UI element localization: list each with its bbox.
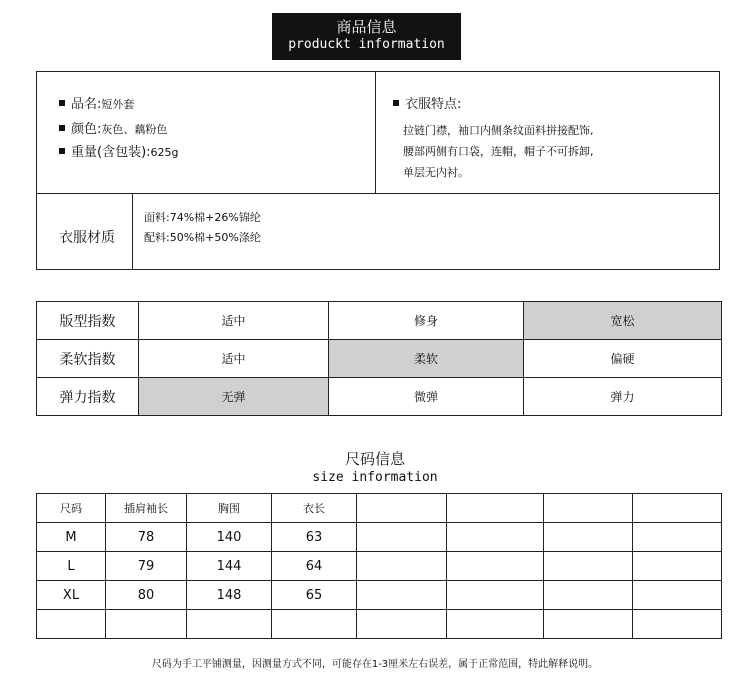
table-cell: 弹力 — [524, 378, 722, 416]
table-cell — [106, 610, 187, 639]
table-cell: 144 — [187, 552, 272, 581]
table-cell — [357, 610, 447, 639]
table-cell: L — [37, 552, 106, 581]
material-label: 衣服材质 — [59, 230, 115, 246]
table-cell — [544, 552, 633, 581]
section-title: 商品信息 — [336, 18, 397, 36]
table-cell — [357, 523, 447, 552]
table-cell: 适中 — [139, 340, 329, 378]
table-cell — [633, 610, 722, 639]
table-cell: 140 — [187, 523, 272, 552]
size-table — [36, 493, 722, 639]
table-cell — [447, 581, 544, 610]
bullet-square-icon — [59, 125, 65, 131]
table-cell — [447, 523, 544, 552]
table-cell: 80 — [106, 581, 187, 610]
table-cell: 偏硬 — [524, 340, 722, 378]
column-header: 尺码 — [37, 494, 106, 523]
table-cell — [357, 581, 447, 610]
size-note: 尺码为手工平铺测量，因测量方式不同，可能存在1-3厘米左右误差，属于正常范围，特此解释说明。 — [151, 659, 599, 670]
column-header: 胸围 — [187, 494, 272, 523]
table-header-row — [37, 494, 722, 523]
table-cell: 修身 — [329, 302, 524, 340]
table-row — [37, 610, 722, 639]
table-row — [37, 302, 722, 340]
table-cell — [447, 552, 544, 581]
column-header — [447, 494, 544, 523]
size-subtitle: size information — [312, 470, 438, 485]
row-label: 柔软指数 — [37, 340, 139, 378]
bullet-square-icon — [59, 148, 65, 154]
table-row — [37, 378, 722, 416]
bullet-square-icon — [393, 100, 399, 106]
size-title: 尺码信息 — [344, 450, 405, 468]
table-row — [37, 552, 722, 581]
section-subtitle: produckt information — [288, 37, 445, 52]
table-cell: 63 — [272, 523, 357, 552]
table-cell: M — [37, 523, 106, 552]
features-text: 拉链门襟，袖口内侧条纹面料拼接配饰, 腰部两侧有口袋，连帽，帽子不可拆卸, 单层无内衬。 — [403, 124, 594, 179]
column-header: 插肩袖长 — [106, 494, 187, 523]
table-cell — [544, 610, 633, 639]
features-heading: 衣服特点: — [393, 97, 461, 113]
table-cell — [272, 610, 357, 639]
table-cell: 适中 — [139, 302, 329, 340]
table-cell — [544, 581, 633, 610]
info-bullet-weight: 重量(含包装):625g — [59, 145, 179, 161]
table-row — [37, 523, 722, 552]
section-header — [272, 13, 461, 60]
table-cell: 79 — [106, 552, 187, 581]
table-row — [37, 581, 722, 610]
material-lines: 面料:74%棉+26%锦纶 配料:50%棉+50%涤纶 — [144, 211, 261, 244]
index-table — [36, 301, 722, 416]
divider — [132, 193, 133, 270]
info-bullet-color: 颜色:灰色、藕粉色 — [59, 122, 167, 138]
table-cell — [37, 610, 106, 639]
table-cell: 微弹 — [329, 378, 524, 416]
divider — [37, 193, 719, 194]
table-row — [37, 340, 722, 378]
table-cell — [544, 523, 633, 552]
column-header — [633, 494, 722, 523]
table-cell — [447, 610, 544, 639]
table-cell-selected: 无弹 — [139, 378, 329, 416]
table-cell — [633, 581, 722, 610]
table-cell — [633, 552, 722, 581]
table-cell — [357, 552, 447, 581]
table-cell: XL — [37, 581, 106, 610]
product-info-box — [36, 71, 720, 270]
row-label: 弹力指数 — [37, 378, 139, 416]
table-cell: 148 — [187, 581, 272, 610]
column-header: 衣长 — [272, 494, 357, 523]
column-header — [544, 494, 633, 523]
divider — [375, 72, 376, 193]
table-cell-selected: 宽松 — [524, 302, 722, 340]
table-cell: 78 — [106, 523, 187, 552]
bullet-square-icon — [59, 100, 65, 106]
table-cell: 64 — [272, 552, 357, 581]
table-cell — [633, 523, 722, 552]
column-header — [357, 494, 447, 523]
info-bullet-name: 品名:短外套 — [59, 97, 134, 113]
table-cell: 65 — [272, 581, 357, 610]
table-cell — [187, 610, 272, 639]
table-cell-selected: 柔软 — [329, 340, 524, 378]
row-label: 版型指数 — [37, 302, 139, 340]
